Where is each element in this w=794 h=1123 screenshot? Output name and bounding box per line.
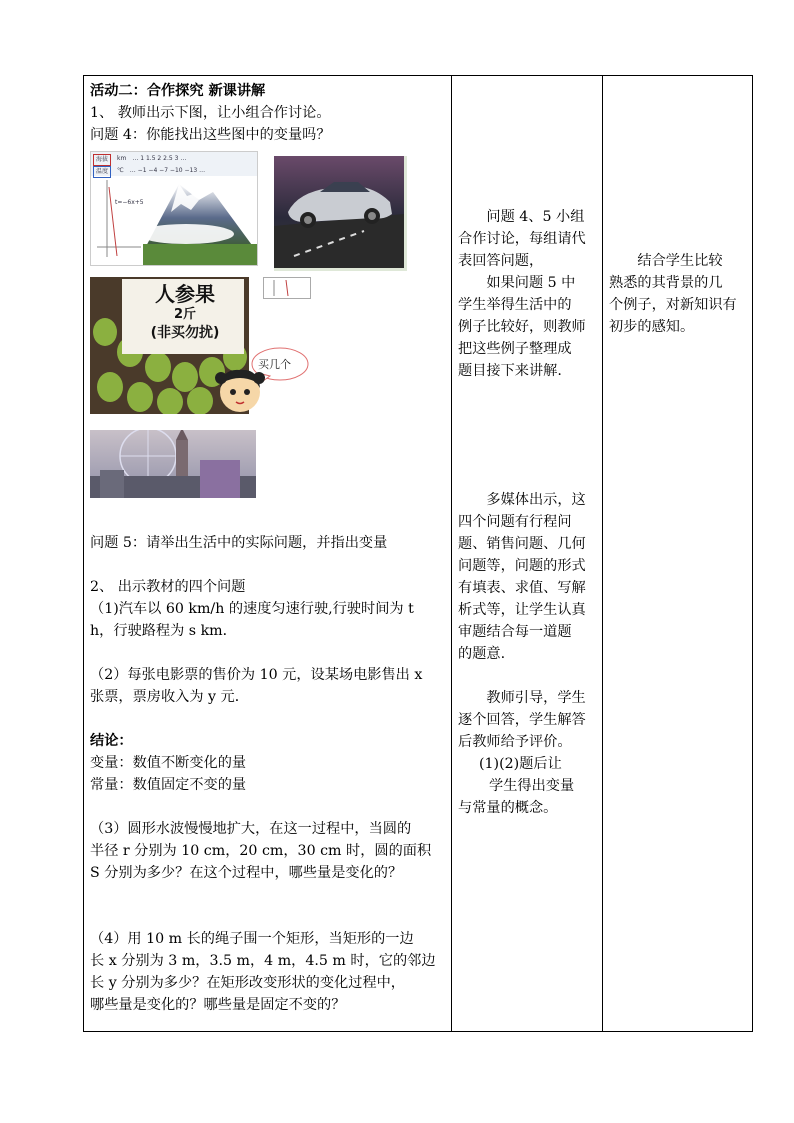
note-3-line-6: 析式等，让学生认真	[458, 602, 586, 618]
note-1-line-3: 表回答问题，	[458, 253, 544, 269]
sign-line-3: (非买勿扰)	[150, 325, 220, 341]
item-3-line-1: （3）圆形水波慢慢地扩大，在这一过程中，当圆的	[90, 821, 412, 837]
table-unit-km: km	[117, 155, 127, 162]
table-unit-celsius: ℃	[117, 167, 124, 174]
note-2-line-2: 学生举得生活中的	[458, 297, 572, 313]
item-3-line-2: 半径 r 分别为 10 cm，20 cm，30 cm 时，圆的面积	[90, 843, 432, 859]
intent-line-2: 熟悉的其背景的几	[609, 275, 723, 291]
note-3-line-5: 有填表、求值、写解	[458, 580, 586, 596]
note-4-line-1: 教师引导，学生	[486, 690, 586, 706]
item-4-line-4: 哪些量是变化的？哪些量是固定不变的？	[90, 997, 346, 1013]
sign-line-1: 人参果	[155, 282, 215, 306]
city-photo	[90, 430, 256, 498]
mountain-figure	[90, 151, 258, 266]
note-3-line-8: 的题意.	[458, 646, 506, 662]
item-4-line-2: 长 x 分别为 3 m，3.5 m，4 m，4.5 m 时，它的邻边	[90, 953, 436, 969]
graph-thumbnail	[263, 277, 311, 299]
note-4-line-4: (1)(2)题后让	[479, 756, 562, 772]
note-2-line-1: 如果问题 5 中	[486, 275, 576, 291]
table-label-altitude: 海拔	[93, 154, 111, 166]
teacher-notes-column	[458, 206, 600, 382]
note-3-line-4: 问题等，问题的形式	[458, 558, 586, 574]
constant-definition: 常量：数值固定不变的量	[90, 777, 247, 793]
column-divider-2	[602, 76, 603, 1031]
speech-bubble-text: 买几个	[258, 358, 291, 371]
note-2-line-4: 把这些例子整理成	[458, 341, 572, 357]
note-3-line-2: 四个问题有行程问	[458, 514, 572, 530]
column-divider-1	[451, 76, 452, 1031]
activity-heading: 活动二：合作探究 新课讲解	[90, 83, 266, 99]
city-illustration	[90, 430, 256, 498]
note-2-line-5: 题目接下来讲解.	[458, 363, 562, 379]
note-2-line-3: 例子比较好，则教师	[458, 319, 586, 335]
question-4: 问题 4：你能找出这些图中的变量吗？	[90, 127, 331, 143]
intent-line-4: 初步的感知。	[609, 319, 695, 335]
item-2-line-1: （2）每张电影票的售价为 10 元，设某场电影售出 x	[90, 667, 423, 683]
step-2: 2、 出示教材的四个问题	[90, 579, 246, 595]
item-3-line-3: S 分别为多少？在这个过程中，哪些量是变化的？	[90, 865, 403, 881]
cartoon-illustration	[212, 342, 312, 418]
note-3-line-3: 题、销售问题、几何	[458, 536, 586, 552]
variable-definition: 变量：数值不断变化的量	[90, 755, 247, 771]
cartoon-figure	[212, 342, 312, 418]
note-4-line-2: 逐个回答，学生解答	[458, 712, 586, 728]
teacher-notes-lower	[458, 489, 600, 819]
lesson-table	[83, 75, 753, 1032]
car-illustration	[274, 156, 404, 268]
note-1-line-2: 合作讨论，每组请代	[458, 231, 586, 247]
design-intent-column	[609, 250, 749, 338]
item-2-line-2: 张票，票房收入为 y 元．	[90, 689, 249, 705]
note-4-line-3: 后教师给予评价。	[458, 734, 572, 750]
note-1-line-1: 问题 4、5 小组	[486, 209, 585, 225]
table-values-altitude: … 1 1.5 2 2.5 3 …	[132, 155, 187, 162]
note-3-line-7: 审题结合每一道题	[458, 624, 572, 640]
graph-thumbnail-illustration	[264, 278, 310, 298]
table-values-temperature: … −1 −4 −7 −10 −13 …	[129, 167, 206, 174]
note-4-line-5: 学生得出变量	[489, 778, 575, 794]
question-5: 问题 5：请举出生活中的实际问题，并指出变量	[90, 535, 388, 551]
activity-text-lower	[90, 532, 448, 1016]
activity-column	[90, 80, 448, 146]
table-label-temperature: 温度	[93, 166, 111, 178]
intent-line-3: 个例子，对新知识有	[609, 297, 737, 313]
intent-line-1: 结合学生比较	[637, 253, 723, 269]
item-4-line-3: 长 y 分别为多少？在矩形改变形状的变化过程中，	[90, 975, 405, 991]
graph-formula: t=−6x+5	[115, 199, 144, 206]
item-1-line-1: （1)汽车以 60 km/h 的速度匀速行驶,行驶时间为 t	[90, 601, 414, 617]
car-photo	[274, 156, 407, 271]
step-1: 1、 教师出示下图，让小组合作讨论。	[90, 105, 331, 121]
note-3-line-1: 多媒体出示，这	[486, 492, 586, 508]
sign-line-2: 2斤	[173, 307, 197, 322]
conclusion-label: 结论：	[90, 733, 133, 749]
item-4-line-1: （4）用 10 m 长的绳子围一个矩形，当矩形的一边	[90, 931, 414, 947]
note-4-line-6: 与常量的概念。	[458, 800, 558, 816]
item-1-line-2: h，行驶路程为 s km．	[90, 623, 237, 639]
